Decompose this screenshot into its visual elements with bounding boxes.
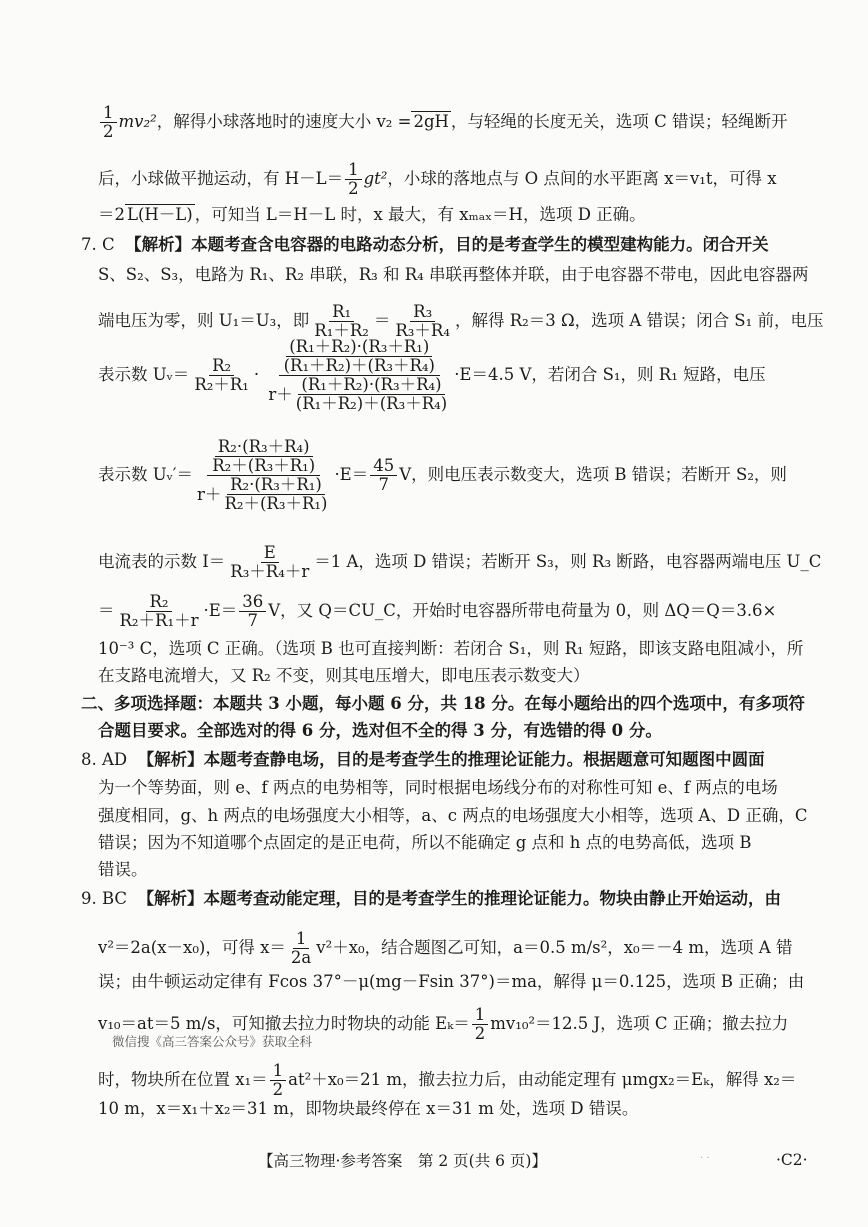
text-line: 在支路电流增大，又 R₂ 不变，则其电压增大，即电压表示数变大） [98, 666, 590, 685]
compound-fraction: $\frac{\text{(R₁＋R₂)·(R₃＋R₁)}}{\text{(R₁＋R₂)＋(R₃＋R₄)}}$ r＋ $\frac{\text{(R₁＋R₂)·(R₃＋R₄)}}{\text{(R₁＋R₂)＋(R₃＋R₄)}}$ [268, 337, 448, 413]
text-segment: 后，小球做平抛运动，有 H－L＝ [98, 169, 344, 188]
fraction: $\frac{1}{2}$ [100, 104, 117, 141]
fraction: $\frac{\text{R₃}}{\text{R₃＋R₄}}$ [395, 302, 450, 340]
analysis-text: 【解析】本题考查动能定理，目的是考查学生的推理论证能力。物块由静止开始运动，由 [137, 889, 782, 908]
sqrt-expression: L(H－L) [127, 205, 193, 224]
text-line: 为一个等势面，则 e、f 两点的电势相等，同时根据电场线分布的对称性可知 e、f 两点的电场 [98, 778, 778, 797]
text-line: 强度相同，g、h 两点的电场强度大小相等，a、c 两点的电场强度大小相等，选项 A、D 正确，C [98, 806, 808, 825]
fraction: $\frac{1}{2}$ [472, 1006, 489, 1043]
text-segment: 表示数 Uᵥ′＝ [98, 465, 194, 484]
text-line [98, 104, 788, 141]
text-line: 错误。 [98, 860, 148, 879]
text-line: v₁₀＝at＝5 m/s，可知撤去拉力时物块的动能 Eₖ＝ $\frac{1}{2}$ mv₁₀²＝12.5 J，选项 C 正确；撤去拉力 [98, 1005, 789, 1043]
fraction: $\frac{1}{2a}$ [290, 929, 312, 967]
question-7-line [81, 234, 769, 256]
text-line: 端电压为零，则 U₁＝U₃，即 $\frac{\text{R₁}}{\text{R₁＋R₂}}$ ＝ $\frac{\text{R₃}}{\text{R₃＋R₄}}$ ，解得 R₂＝3 Ω，选项 A 错误；闭合 S₁ 前，电压 [98, 302, 824, 340]
text-segment: 表示数 Uᵥ＝ [98, 365, 190, 384]
analysis-text: 【解析】本题考查静电场，目的是考查学生的推理论证能力。根据题意可知题图中圆面 [137, 750, 765, 769]
fraction: $\frac{1}{2}$ [270, 1062, 287, 1099]
text-line [98, 264, 809, 286]
question-number: 7. C [81, 235, 115, 254]
page-footer: 【高三物理·参考答案 第 2 页(共 6 页)】 [258, 1152, 547, 1170]
sqrt-expression: 2gH [413, 112, 449, 131]
text-segment: 电流表的示数 I＝ [98, 552, 226, 571]
text-line: 时，物块所在位置 x₁＝ $\frac{1}{2}$ at²＋x₀＝21 m，撤去拉力后，由动能定理有 μmgx₂＝Eₖ，解得 x₂＝ [98, 1061, 797, 1099]
text-line [98, 204, 646, 226]
text-segment: 端电压为零，则 U₁＝U₃，即 [98, 311, 310, 330]
watermark-text: 微信搜《高三答案公众号》获取全科 [112, 1034, 313, 1049]
text-line: ＝ $\frac{\text{R₂}}{\text{R₂＋R₁＋r}}$ ·E＝ $\frac{36}{7}$ V，又 Q＝CU_C，开始时电容器所带电荷量为 0，则 ΔQ＝Q＝3.6× [98, 592, 777, 630]
text-line [98, 544, 821, 581]
formula-uv: 表示数 Uᵥ＝ $\frac{\text{R₂}}{\text{R₂＋R₁}}$ · $\frac{\text{(R₁＋R₂)·(R₃＋R₁)}}{\text{(R₁＋R₂)＋(R₃＋R₄)}}$ r＋ $\frac{\text{(R₁＋R₂)·(R₃＋R₄)}}{\text{(R₁＋R₂)＋(R₃＋R₄)}}$ ·E＝4.5 V，若闭合 S₁，则 R₁ 短路，电压 [98, 337, 766, 413]
fraction: $\frac{45}{7}$ [370, 457, 397, 494]
question-number: 9. BC [81, 889, 128, 908]
math-term: gt² [363, 169, 388, 188]
text-line: 误；由牛顿运动定律有 Fcos 37°－μ(mg－Fsin 37°)＝ma，解得 μ＝0.125，选项 B 正确；由 [98, 972, 805, 991]
question-8-line [81, 749, 765, 771]
fraction: $\frac{E}{\text{R₃＋R₄＋r}}$ [230, 543, 310, 581]
math-term: mv₂² [118, 112, 157, 131]
text-line: 10⁻³ C，选项 C 正确。（选项 B 也可直接判断：若闭合 S₁，则 R₁ 短路，即该支路电阻减小，所 [98, 639, 804, 658]
text-line: 10 m，x＝x₁＋x₂＝31 m，即物块最终停在 x＝31 m 处，选项 D 错误。 [98, 1099, 639, 1118]
text-segment: ，与轻绳的长度无关，选项 C 错误；轻绳断开 [450, 112, 788, 131]
analysis-text: 【解析】本题考查含电容器的电路动态分析，目的是考查学生的模型建构能力。闭合开关 [125, 235, 769, 254]
footer-dots: · · [700, 1153, 710, 1164]
text-segment: ，小球的落地点与 O 点间的水平距离 x＝v₁t，可得 x [387, 169, 777, 188]
question-number: 8. AD [81, 750, 128, 769]
compound-fraction: $\frac{\text{R₂·(R₃＋R₄)}}{\text{R₂＋(R₃＋R₁)}}$ r＋ $\frac{\text{R₂·(R₃＋R₁)}}{\text{R₂＋(R₃＋R₁)}}$ [197, 437, 328, 513]
fraction: $\frac{36}{7}$ [239, 593, 266, 630]
text-segment: ，可知当 L＝H－L 时，x 最大，有 xₘₐₓ＝H，选项 D 正确。 [194, 205, 646, 224]
text-segment: ＝1 A，选项 D 错误；若断开 S₃，则 R₃ 断路，电容器两端电压 U_C [314, 552, 822, 571]
formula-uv-prime: 表示数 Uᵥ′＝ $\frac{\text{R₂·(R₃＋R₄)}}{\text{R₂＋(R₃＋R₁)}}$ r＋ $\frac{\text{R₂·(R₃＋R₁)}}{\text{R₂＋(R₃＋R₁)}}$ ·E＝ $\frac{45}{7}$ V，则电压表示数变大，选项 B 错误；若断开 S₂，则 [98, 437, 787, 513]
text-segment: ，解得小球落地时的速度大小 v₂ = [156, 112, 412, 131]
fraction: $\frac{\text{R₂}}{\text{R₂＋R₁＋r}}$ [119, 592, 199, 630]
section-heading: 二、多项选择题：本题共 3 小题，每小题 6 分，共 18 分。在每小题给出的四个选项中，有多项符 [81, 694, 805, 713]
fraction: $\frac{\text{R₁}}{\text{R₁＋R₂}}$ [314, 302, 369, 340]
fraction: $\frac{\text{R₂}}{\text{R₂＋R₁}}$ [194, 356, 249, 394]
text-line [98, 161, 777, 198]
fraction: $\frac{1}{2}$ [345, 161, 362, 198]
text-segment: V，又 Q＝CU_C，开始时电容器所带电荷量为 0，则 ΔQ＝Q＝3.6× [268, 601, 777, 620]
text-segment: V，则电压表示数变大，选项 B 错误；若断开 S₂，则 [399, 465, 787, 484]
text-segment: S、S₂、S₃，电路为 R₁、R₂ 串联，R₃ 和 R₄ 串联再整体并联，由于电容器不带电，因此电容器两 [98, 265, 809, 284]
text-line: 错误；因为不知道哪个点固定的是正电荷，所以不能确定 g 点和 h 点的电势高低，选项 B [98, 833, 752, 852]
text-segment: ，解得 R₂＝3 Ω，选项 A 错误；闭合 S₁ 前，电压 [454, 311, 824, 330]
text-segment: ＝2 [98, 205, 125, 224]
section-heading-cont: 合题目要求。全部选对的得 6 分，选对但不全的得 3 分，有选错的得 0 分。 [98, 721, 662, 740]
question-9-line [81, 888, 781, 910]
text-line: v²＝2a(x－x₀)，可得 x＝ $\frac{1}{2a}$ v²＋x₀，结合题图乙可知，a＝0.5 m/s²，x₀＝－4 m，选项 A 错 [98, 929, 793, 967]
text-segment: ·E＝4.5 V，若闭合 S₁，则 R₁ 短路，电压 [454, 365, 766, 384]
page-mark: ·C2· [776, 1151, 808, 1169]
